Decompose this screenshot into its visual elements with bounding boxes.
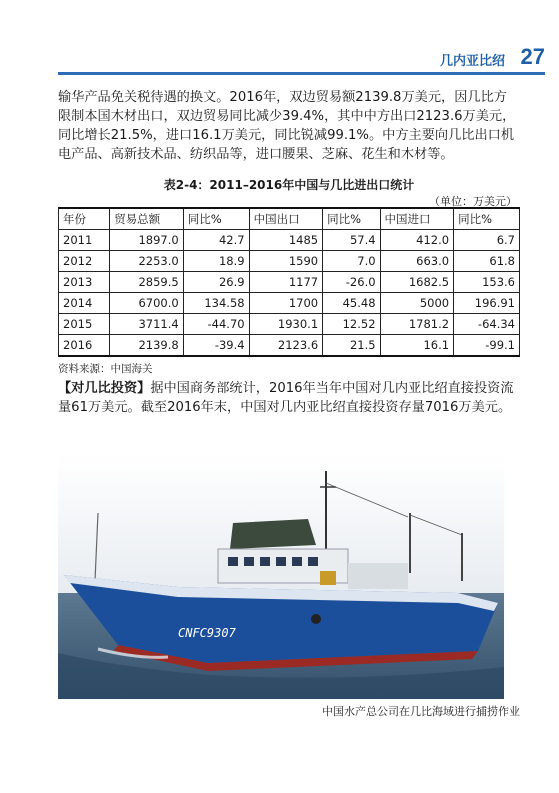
table-cell: 18.9 [183, 251, 249, 272]
body-paragraph-trade: 输华产品免关税待遇的换文。2016年，双边贸易额2139.8万美元，因几比方限制本国木材出口，双边贸易同比减少39.4%，其中中方出口2123.6万美元，同比增长21.5%，进口16.1万美元，同比锐减99.1%。中方主要向几比出口机电产品、高新技术品、纺织品等，进口腰果、芝麻、花生和木材等。 [58, 90, 516, 162]
table-cell: 61.8 [454, 251, 520, 272]
trade-statistics-table [58, 207, 520, 357]
column-header: 年份 [59, 208, 110, 230]
table-cell: 26.9 [183, 272, 249, 293]
page-header [0, 36, 559, 80]
header-rule [58, 72, 545, 75]
table-cell: 1682.5 [380, 272, 454, 293]
table-cell: 3711.4 [110, 314, 184, 335]
table-cell: 2016 [59, 335, 110, 357]
column-header: 中国进口 [380, 208, 454, 230]
fishing-vessel-photo [58, 453, 504, 699]
table-cell: 2123.6 [249, 335, 323, 357]
table-cell: 6700.0 [110, 293, 184, 314]
table-cell: -26.0 [323, 272, 380, 293]
table-cell: 2011 [59, 230, 110, 251]
table-cell: 7.0 [323, 251, 380, 272]
table-cell: 1930.1 [249, 314, 323, 335]
column-header: 同比% [454, 208, 520, 230]
investment-text: 据中国商务部统计，2016年当年中国对几内亚比绍直接投资流量61万美元。截至2016年末，中国对几内亚比绍直接投资存量7016万美元。 [58, 381, 514, 415]
table-cell: 2253.0 [110, 251, 184, 272]
table-cell: 663.0 [380, 251, 454, 272]
table-cell: 1897.0 [110, 230, 184, 251]
table-cell: 57.4 [323, 230, 380, 251]
table-row [59, 272, 520, 293]
section-title: 几内亚比绍 [439, 54, 505, 69]
table-cell: 1485 [249, 230, 323, 251]
table-cell: 6.7 [454, 230, 520, 251]
table-cell: -44.70 [183, 314, 249, 335]
column-header: 同比% [323, 208, 380, 230]
table-caption: 表2-4：2011–2016年中国与几比进出口统计 [163, 178, 415, 192]
page-number: 27 [520, 44, 545, 69]
table-cell: 2013 [59, 272, 110, 293]
table-cell: 196.91 [454, 293, 520, 314]
table-unit: （单位：万美元） [429, 195, 517, 208]
table-source: 资料来源：中国海关 [58, 363, 153, 375]
table-cell: 1177 [249, 272, 323, 293]
table-row [59, 251, 520, 272]
table-cell: 1781.2 [380, 314, 454, 335]
table-cell: 2859.5 [110, 272, 184, 293]
table-row [59, 335, 520, 357]
table-cell: 412.0 [380, 230, 454, 251]
table-cell: 153.6 [454, 272, 520, 293]
table-cell: 2015 [59, 314, 110, 335]
table-cell: -39.4 [183, 335, 249, 357]
table-cell: 42.7 [183, 230, 249, 251]
table-cell: -64.34 [454, 314, 520, 335]
table-row [59, 314, 520, 335]
table-row [59, 293, 520, 314]
table-cell: 2014 [59, 293, 110, 314]
table-cell: 12.52 [323, 314, 380, 335]
column-header: 中国出口 [249, 208, 323, 230]
table-cell: 2012 [59, 251, 110, 272]
table-cell: 45.48 [323, 293, 380, 314]
investment-label: 【对几比投资】 [58, 381, 151, 396]
table-cell: 21.5 [323, 335, 380, 357]
table-cell: 16.1 [380, 335, 454, 357]
photo-caption: 中国水产总公司在几比海域进行捕捞作业 [322, 705, 520, 718]
table-cell: -99.1 [454, 335, 520, 357]
body-paragraph-investment [58, 379, 520, 417]
table-cell: 2139.8 [110, 335, 184, 357]
table-row [59, 230, 520, 251]
column-header: 贸易总额 [110, 208, 184, 230]
table-cell: 1700 [249, 293, 323, 314]
table-header-row [59, 208, 520, 230]
table-cell: 1590 [249, 251, 323, 272]
column-header: 同比% [183, 208, 249, 230]
table-cell: 134.58 [183, 293, 249, 314]
hull-marking: CNFC9307 [178, 626, 236, 640]
table-cell: 5000 [380, 293, 454, 314]
